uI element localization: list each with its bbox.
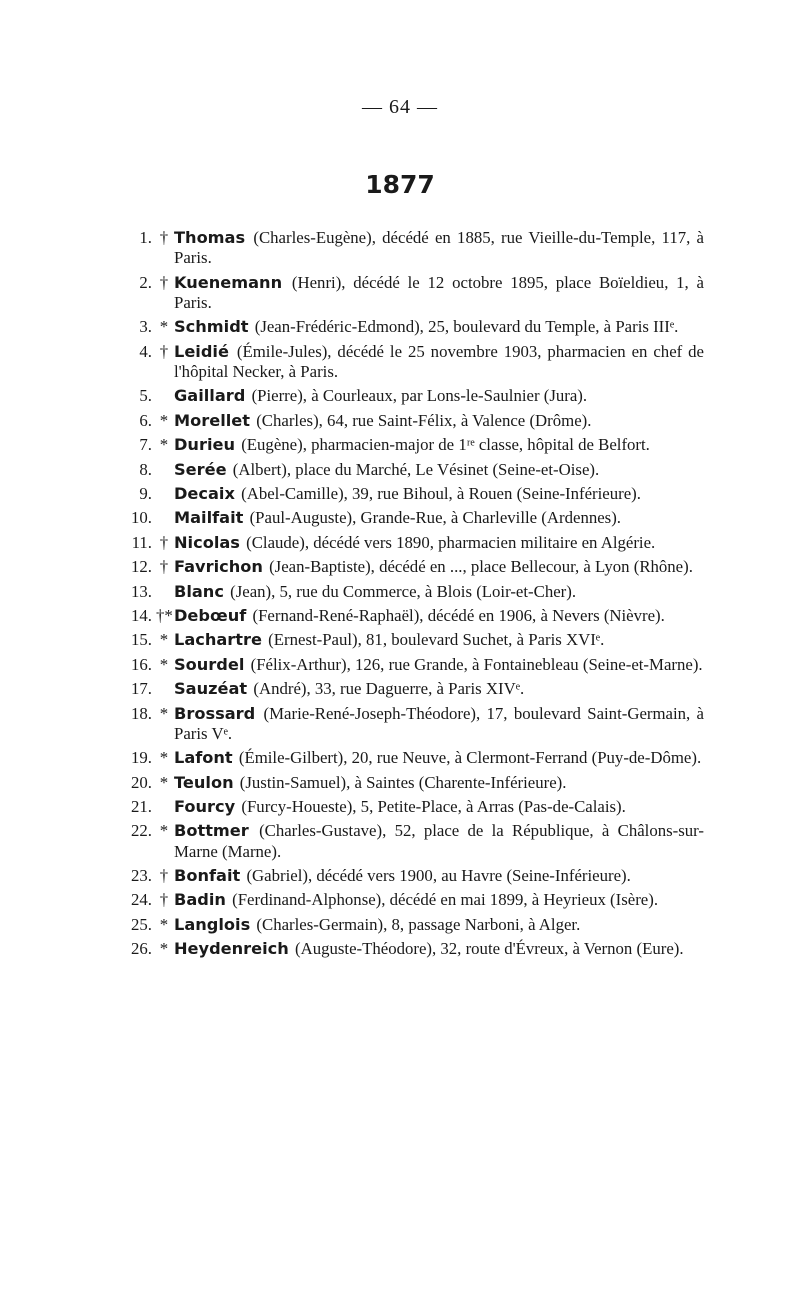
entry-details: (Eugène), pharmacien-major de 1ʳᵉ classe, hôpital de Belfort. — [241, 435, 650, 455]
entry-details: (Ernest-Paul), 81, boulevard Suchet, à Paris XVIᵉ. — [268, 630, 605, 650]
entry-number: 1. — [139, 228, 152, 247]
entry-marker: †* — [156, 605, 173, 625]
entry-details: (Albert), place du Marché, Le Vésinet (Seine-et-Oise). — [232, 459, 600, 479]
entry-marker: * — [159, 435, 169, 455]
entry-name: Gaillard — [174, 386, 246, 406]
list-item — [106, 273, 704, 314]
entry-number: 15. — [131, 630, 152, 650]
entry-number: 12. — [131, 557, 152, 577]
entry-number: 19. — [131, 748, 152, 768]
entry-marker: * — [159, 914, 169, 934]
entry-details: (Henri), décédé le 12 octobre 1895, place Boïeldieu, 1, à Paris. — [174, 272, 704, 312]
entry-details: (Jean), 5, rue du Commerce, à Blois (Loir-et-Cher). — [230, 581, 577, 601]
entry-name: Debœuf — [174, 605, 247, 625]
entry-details: (Furcy-Houeste), 5, Petite-Place, à Arras (Pas-de-Calais). — [241, 797, 626, 816]
list-item — [106, 533, 704, 553]
entry-name: Nicolas — [174, 532, 240, 552]
entry-name: Langlois — [174, 914, 251, 934]
entry-name: Mailfait — [174, 508, 244, 528]
entry-name: Heydenreich — [174, 939, 289, 959]
entry-number: 16. — [131, 654, 152, 674]
entry-name: Brossard — [174, 703, 256, 723]
entry-number: 6. — [139, 410, 152, 430]
entry-marker: † — [159, 532, 169, 552]
entry-number: 8. — [139, 459, 152, 479]
list-item — [106, 821, 704, 862]
entry-marker: * — [159, 703, 169, 723]
entry-marker: † — [159, 866, 169, 886]
list-item — [106, 557, 704, 577]
entry-details: (Félix-Arthur), 126, rue Grande, à Fontainebleau (Seine-et-Marne). — [250, 654, 703, 674]
entry-marker: † — [159, 341, 169, 361]
entry-name: Sourdel — [174, 654, 245, 674]
entry-number: 23. — [131, 866, 152, 886]
entry-number: 9. — [139, 484, 152, 504]
list-item — [106, 228, 704, 269]
list-item — [106, 630, 704, 650]
entry-name: Leidié — [174, 341, 229, 361]
entry-number: 21. — [131, 797, 152, 816]
entry-number: 25. — [131, 914, 152, 934]
entry-marker: * — [159, 654, 169, 674]
entry-details: (Jean-Baptiste), décédé en ..., place Bellecour, à Lyon (Rhône). — [269, 557, 693, 577]
entry-name: Fourcy — [174, 797, 236, 816]
entry-name: Durieu — [174, 435, 235, 455]
list-item — [106, 890, 704, 910]
list-item — [106, 679, 704, 699]
entry-marker: * — [159, 630, 169, 650]
entry-details: (Gabriel), décédé vers 1900, au Havre (Seine-Inférieure). — [246, 866, 631, 886]
list-item — [106, 484, 704, 504]
entry-name: Decaix — [174, 484, 235, 504]
entry-number: 14. — [131, 605, 152, 625]
entry-details: (Émile-Jules), décédé le 25 novembre 1903, pharmacien en chef de l'hôpital Necker, à Paris. — [174, 341, 704, 382]
list-item — [106, 317, 704, 337]
year-heading: 1877 — [365, 170, 435, 199]
list-item — [106, 773, 704, 793]
entry-name: Favrichon — [174, 557, 263, 577]
entry-number: 24. — [131, 890, 152, 910]
entry-details: (Justin-Samuel), à Saintes (Charente-Inférieure). — [239, 772, 567, 792]
entry-name: Morellet — [174, 410, 251, 430]
entry-name: Serée — [174, 459, 227, 479]
entry-marker: * — [159, 821, 169, 841]
entry-name: Teulon — [174, 772, 234, 792]
entry-name: Thomas — [174, 228, 246, 247]
entry-number: 20. — [131, 772, 152, 792]
entry-name: Blanc — [174, 581, 224, 601]
list-item — [106, 704, 704, 745]
entry-marker: † — [159, 890, 169, 910]
entry-details: (Charles-Eugène), décédé en 1885, rue Vieille-du-Temple, 117, à Paris. — [174, 228, 704, 268]
entry-number: 18. — [131, 703, 152, 723]
list-item — [106, 606, 704, 626]
list-item — [106, 582, 704, 602]
entry-number: 5. — [139, 386, 152, 406]
entry-marker: * — [159, 772, 169, 792]
entry-name: Lafont — [174, 748, 233, 768]
entry-details: (Charles-Gustave), 52, place de la République, à Châlons-sur-Marne (Marne). — [174, 821, 704, 861]
list-item — [106, 508, 704, 528]
entry-details: (Fernand-René-Raphaël), décédé en 1906, à Nevers (Nièvre). — [252, 605, 665, 625]
page-number: — 64 — — [362, 96, 438, 118]
entry-marker: † — [159, 557, 169, 577]
list-item — [106, 342, 704, 383]
entry-details: (Émile-Gilbert), 20, rue Neuve, à Clermont-Ferrand (Puy-de-Dôme). — [238, 748, 702, 768]
entry-details: (Jean-Frédéric-Edmond), 25, boulevard du Temple, à Paris IIIᵉ. — [254, 317, 679, 337]
entry-number: 26. — [131, 939, 152, 959]
entry-number: 10. — [131, 508, 152, 528]
entry-number: 17. — [131, 679, 152, 699]
entry-name: Badin — [174, 890, 226, 910]
entry-marker: * — [159, 410, 169, 430]
list-item — [106, 411, 704, 431]
list-item — [106, 915, 704, 935]
entry-number: 2. — [139, 272, 152, 292]
entry-number: 11. — [131, 532, 152, 552]
entry-number: 7. — [139, 435, 152, 455]
entry-list — [106, 228, 704, 964]
list-item — [106, 435, 704, 455]
list-item — [106, 386, 704, 406]
entry-details: (Auguste-Théodore), 32, route d'Évreux, à Vernon (Eure). — [295, 939, 684, 959]
entry-name: Kuenemann — [174, 272, 283, 292]
entry-name: Sauzéat — [174, 679, 248, 699]
entry-name: Bottmer — [174, 821, 249, 841]
entry-details: (Charles), 64, rue Saint-Félix, à Valence (Drôme). — [256, 410, 592, 430]
list-item — [106, 460, 704, 480]
entry-details: (Claude), décédé vers 1890, pharmacien militaire en Algérie. — [246, 532, 656, 552]
entry-marker: † — [159, 228, 169, 247]
list-item — [106, 797, 704, 817]
entry-details: (Abel-Camille), 39, rue Bihoul, à Rouen (Seine-Inférieure). — [241, 484, 641, 504]
entry-number: 3. — [139, 317, 152, 337]
entry-number: 4. — [139, 341, 152, 361]
list-item — [106, 866, 704, 886]
entry-marker: † — [159, 272, 169, 292]
entry-details: (Pierre), à Courleaux, par Lons-le-Saulnier (Jura). — [251, 386, 588, 406]
entry-number: 13. — [131, 581, 152, 601]
list-item — [106, 655, 704, 675]
entry-details: (Paul-Auguste), Grande-Rue, à Charleville (Ardennes). — [249, 508, 621, 528]
entry-marker: * — [159, 748, 169, 768]
entry-number: 22. — [131, 821, 152, 841]
list-item — [106, 939, 704, 959]
entry-details: (André), 33, rue Daguerre, à Paris XIVᵉ. — [253, 679, 525, 699]
entry-name: Bonfait — [174, 866, 241, 886]
entry-name: Schmidt — [174, 317, 249, 337]
entry-marker: * — [159, 939, 169, 959]
entry-details: (Charles-Germain), 8, passage Narboni, à Alger. — [256, 914, 581, 934]
entry-marker: * — [159, 317, 169, 337]
list-item — [106, 748, 704, 768]
entry-details: (Ferdinand-Alphonse), décédé en mai 1899, à Heyrieux (Isère). — [232, 890, 659, 910]
entry-name: Lachartre — [174, 630, 262, 650]
entry-details: (Marie-René-Joseph-Théodore), 17, boulevard Saint-Germain, à Paris Vᵉ. — [174, 703, 704, 743]
